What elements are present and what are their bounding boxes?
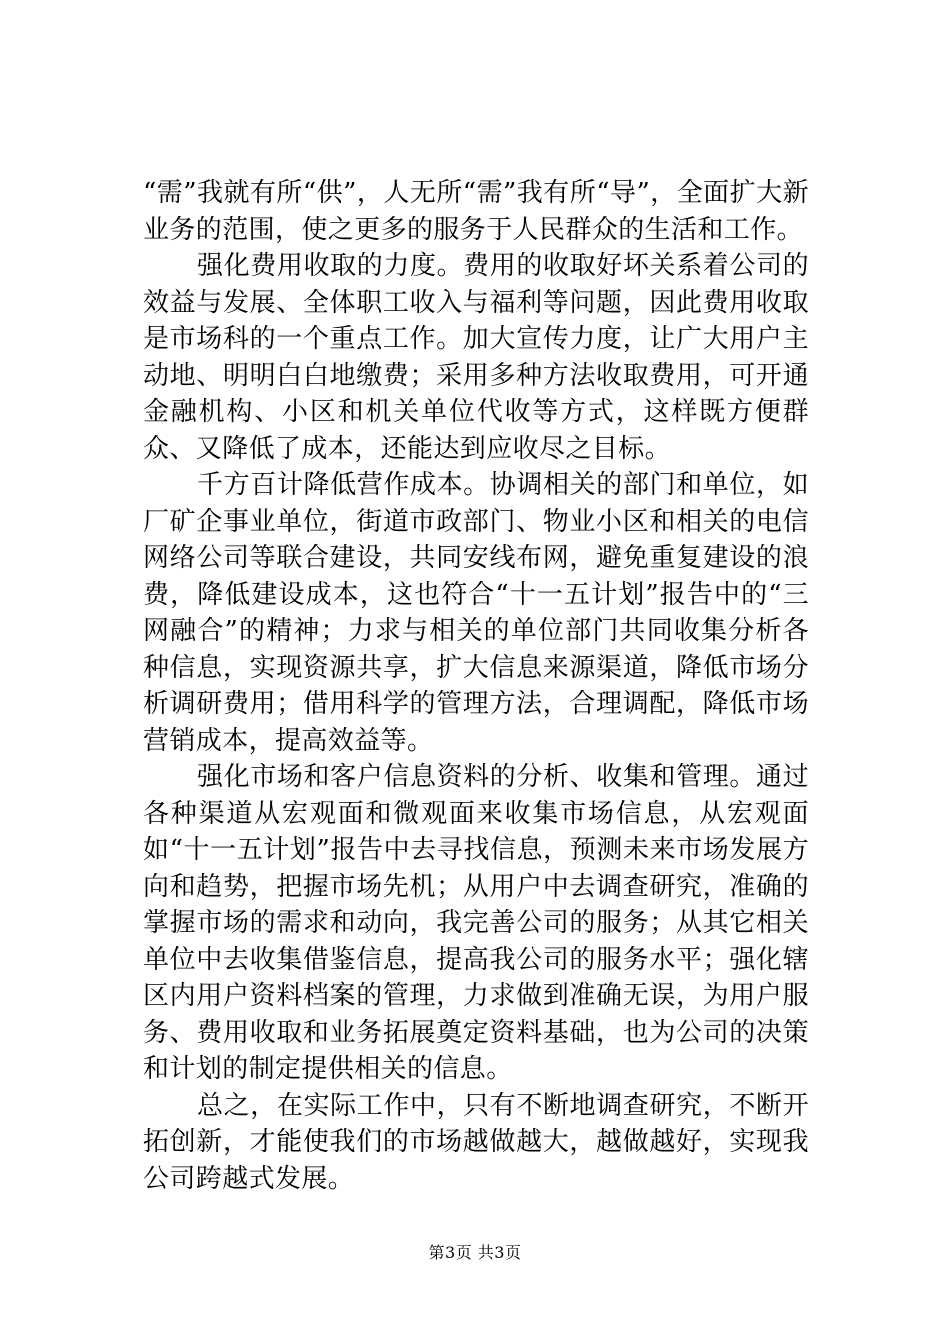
paragraph-4: 强化市场和客户信息资料的分析、收集和管理。通过各种渠道从宏观面和微观面来收集市场信息，从宏观面如“十一五计划”报告中去寻找信息，预测未来市场发展方向和趋势，把握市场先机；从用户中去调查研究，准确的掌握市场的需求和动向，我完善公司的服务；从其它相关单位中去收集借鉴信息，提高我公司的服务水平；强化辖区内用户资料档案的管理，力求做到准确无误，为用户服务、费用收取和业务拓展奠定资料基础，也为公司的决策和计划的制定提供相关的信息。 [143,762,809,1084]
paragraph-2: 强化费用收取的力度。费用的收取好坏关系着公司的效益与发展、全体职工收入与福利等问题，因此费用收取是市场科的一个重点工作。加大宣传力度，让广大用户主动地、明明白白地缴费；采用多种方法收取费用，可开通金融机构、小区和机关单位代收等方式，这样既方便群众、又降低了成本，还能达到应收尽之目标。 [143,251,809,464]
paragraph-3: 千方百计降低营作成本。协调相关的部门和单位，如厂矿企事业单位，街道市政部门、物业小区和相关的电信网络公司等联合建设，共同安线布网，避免重复建设的浪费，降低建设成本，这也符合“十一五计划”报告中的“三网融合”的精神；力求与相关的单位部门共同收集分析各种信息，实现资源共享，扩大信息来源渠道，降低市场分析调研费用；借用科学的管理方法，合理调配，降低市场营销成本，提高效益等。 [143,470,809,756]
paragraph-5: 总之，在实际工作中，只有不断地调查研究，不断开拓创新，才能使我们的市场越做越大，越做越好，实现我公司跨越式发展。 [143,1090,809,1194]
paragraph-1: “需”我就有所“供”，人无所“需”我有所“导”，全面扩大新业务的范围，使之更多的服务于人民群众的生活和工作。 [143,178,809,245]
page-number-footer: 第3页 共3页 [428,1243,522,1262]
document-body [143,175,809,1197]
